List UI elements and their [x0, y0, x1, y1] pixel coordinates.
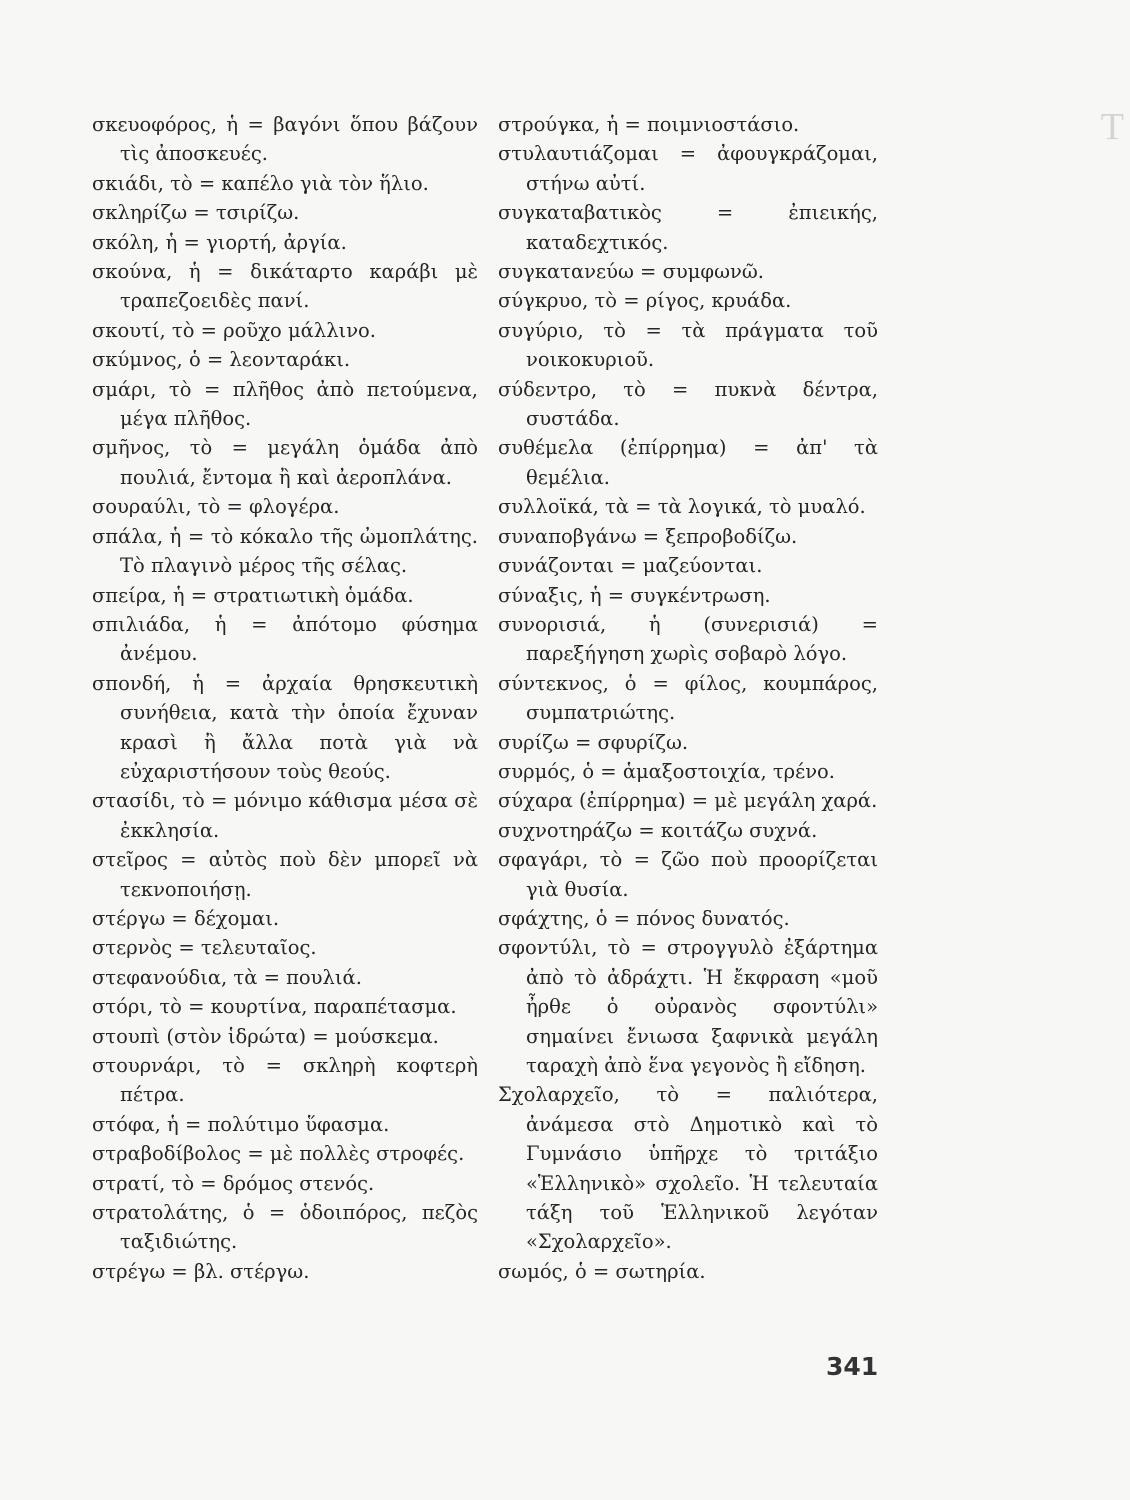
glossary-entry: στυλαυτιάζομαι = ἀφουγκράζομαι, στήνω αὐτί.	[498, 142, 878, 195]
glossary-entry: στρέγω = βλ. στέργω.	[92, 1259, 310, 1283]
glossary-entry: σπιλιάδα, ἡ = ἀπότομο φύσημα ἀνέμου.	[92, 612, 478, 666]
glossary-entry: σφοντύλι, τὸ = στρογγυλὸ ἐξάρτημα ἀπὸ τὸ ἀδράχτι. Ἡ ἔκφραση «μοῦ ἦρθε ὁ οὐρανὸς σφοντύλι» σημαίνει ἔνιωσα ξαφνικὰ μεγάλη ταραχὴ ἀπὸ ἕνα γεγονὸς ἢ εἴδηση.	[498, 936, 878, 1077]
glossary-entry: συρίζω = σφυρίζω.	[498, 730, 689, 754]
glossary-entry: στρούγκα, ἡ = ποιμνιοστάσιο.	[498, 113, 800, 136]
glossary-entry: στεφανούδια, τὰ = πουλιά.	[92, 965, 362, 989]
glossary-entry: σύγκρυο, τὸ = ρίγος, κρυάδα.	[498, 289, 792, 313]
glossary-entry: στρατολάτης, ὁ = ὁδοιπόρος, πεζὸς ταξιδιώτης.	[92, 1201, 478, 1254]
glossary-entry: σκευοφόρος, ἡ = βαγόνι ὅπου βάζουν τὶς ἀποσκευές.	[92, 113, 478, 166]
glossary-entry: σκουτί, τὸ = ροῦχο μάλλινο.	[92, 318, 376, 342]
glossary-entry: σπάλα, ἡ = τὸ κόκαλο τῆς ὠμοπλάτης. Τὸ πλαγινὸ μέρος τῆς σέλας.	[92, 524, 478, 578]
page-number: 341	[826, 1352, 879, 1381]
glossary-entry: συνάζονται = μαζεύονται.	[498, 554, 763, 578]
glossary-entry: στέργω = δέχομαι.	[92, 906, 280, 930]
glossary-entry: σύναξις, ἡ = συγκέντρωση.	[498, 583, 771, 607]
glossary-entry: στερνὸς = τελευταῖος.	[92, 936, 317, 960]
glossary-entry: συγκατανεύω = συμφωνῶ.	[498, 260, 764, 284]
glossary-entry: Σχολαρχεῖο, τὸ = παλιότερα, ἀνάμεσα στὸ Δημοτικὸ καὶ τὸ Γυμνάσιο ὑπῆρχε τὸ τριτάξιο «Ἑλληνικὸ» σχολεῖο. Ἡ τελευταία τάξη τοῦ Ἑλληνικοῦ λεγόταν «Σχολαρχεῖο».	[498, 1083, 878, 1254]
glossary-entry: στόφα, ἡ = πολύτιμο ὕφασμα.	[92, 1112, 390, 1136]
glossary-entry: συχνοτηράζω = κοιτάζω συχνά.	[498, 818, 818, 842]
glossary-entry: σύντεκνος, ὁ = φίλος, κουμπάρος, συμπατριώτης.	[498, 671, 878, 725]
glossary-entry: συθέμελα (ἐπίρρημα) = ἀπ' τὰ θεμέλια.	[498, 436, 878, 489]
glossary-entry: στουρνάρι, τὸ = σκληρὴ κοφτερὴ πέτρα.	[92, 1054, 478, 1107]
glossary-entry: σμῆνος, τὸ = μεγάλη ὁμάδα ἀπὸ πουλιά, ἔντομα ἢ καὶ ἀεροπλάνα.	[92, 436, 478, 489]
glossary-entry: σφάχτης, ὁ = πόνος δυνατός.	[498, 906, 790, 930]
glossary-entry: συρμός, ὁ = ἁμαξοστοιχία, τρένο.	[498, 759, 835, 783]
glossary-entry: σπείρα, ἡ = στρατιωτικὴ ὁμάδα.	[92, 583, 414, 607]
glossary-entry: σπονδή, ἡ = ἀρχαία θρησκευτικὴ συνήθεια, κατὰ τὴν ὁποία ἔχυναν κρασὶ ἢ ἄλλα ποτὰ γιὰ νὰ εὐχαριστήσουν τοὺς θεούς.	[92, 671, 478, 783]
glossary-entry: στεῖρος = αὐτὸς ποὺ δὲν μπορεῖ νὰ τεκνοποιήσῃ.	[92, 848, 478, 901]
glossary-entry: στουπὶ (στὸν ἱδρώτα) = μούσκεμα.	[92, 1024, 439, 1048]
glossary-entry: σωμός, ὁ = σωτηρία.	[498, 1259, 706, 1283]
glossary-entry: συγύριο, τὸ = τὰ πράγματα τοῦ νοικοκυριοῦ.	[498, 318, 878, 372]
glossary-entry: συγκαταβατικὸς = ἐπιεικής, καταδεχτικός.	[498, 201, 878, 254]
glossary-entry: συλλοϊκά, τὰ = τὰ λογικά, τὸ μυαλό.	[498, 495, 866, 519]
glossary-entry: σουραύλι, τὸ = φλογέρα.	[92, 495, 340, 519]
glossary-entry: σύχαρα (ἐπίρρημα) = μὲ μεγάλη χαρά.	[498, 789, 878, 813]
left-column	[92, 110, 478, 1286]
glossary-entry: σκιάδι, τὸ = καπέλο γιὰ τὸν ἥλιο.	[92, 171, 429, 195]
glossary-entry: συναποβγάνω = ξεπροβοδίζω.	[498, 524, 798, 548]
glossary-entry: συνορισιά, ἡ (συνερισιά) = παρεξήγηση χωρὶς σοβαρὸ λόγο.	[498, 612, 878, 666]
glossary-entry: στόρι, τὸ = κουρτίνα, παραπέτασμα.	[92, 995, 457, 1019]
glossary-entry: στραβοδίβολος = μὲ πολλὲς στροφές.	[92, 1142, 465, 1166]
glossary-entry: σκούνα, ἡ = δικάταρτο καράβι μὲ τραπεζοειδὲς πανί.	[92, 260, 478, 313]
glossary-entry: στασίδι, τὸ = μόνιμο κάθισμα μέσα σὲ ἐκκλησία.	[92, 789, 478, 842]
show-through-letter: Τ	[1100, 106, 1124, 148]
right-column	[498, 110, 878, 1286]
glossary-entry: σκύμνος, ὁ = λεονταράκι.	[92, 348, 351, 372]
glossary-entry: σκόλη, ἡ = γιορτή, ἀργία.	[92, 230, 347, 254]
glossary-entry: σμάρι, τὸ = πλῆθος ἀπὸ πετούμενα, μέγα πλῆθος.	[92, 377, 478, 431]
glossary-entry: σφαγάρι, τὸ = ζῶο ποὺ προορίζεται γιὰ θυσία.	[498, 848, 878, 901]
glossary-entry: σύδεντρο, τὸ = πυκνὰ δέντρα, συστάδα.	[498, 377, 878, 431]
glossary-entry: σκληρίζω = τσιρίζω.	[92, 201, 300, 225]
glossary-entry: στρατί, τὸ = δρόμος στενός.	[92, 1171, 375, 1195]
